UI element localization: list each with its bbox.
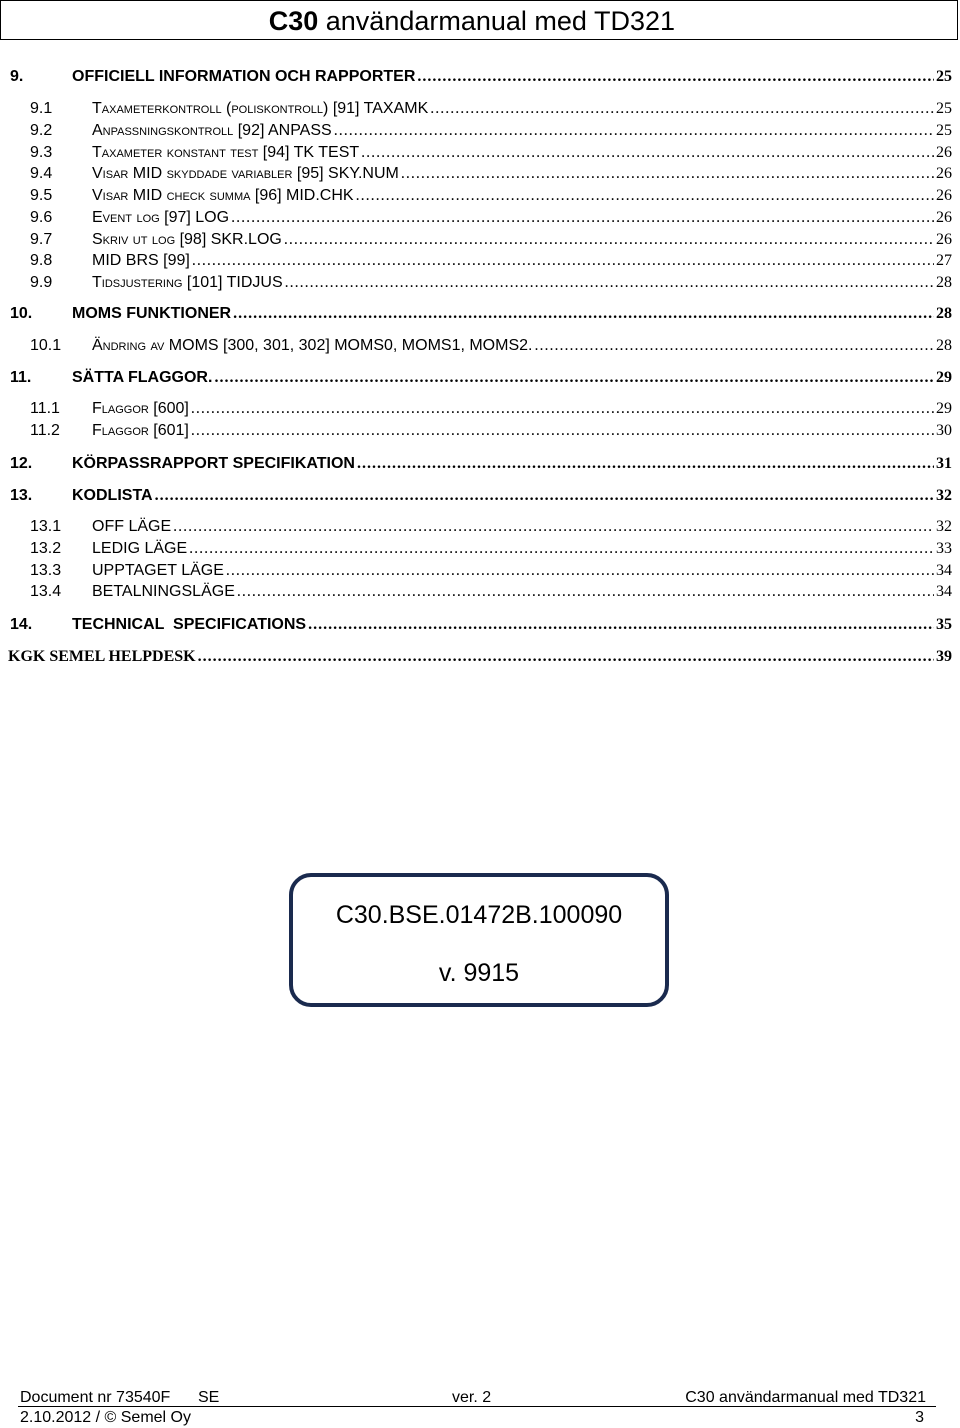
toc-page: 28 bbox=[936, 274, 952, 291]
toc-entry[interactable] bbox=[0, 207, 952, 229]
toc-title: UPPTAGET LÄGE bbox=[92, 562, 224, 579]
toc-page: 29 bbox=[936, 369, 952, 386]
toc-number: 11. bbox=[10, 369, 32, 386]
toc-entry[interactable] bbox=[0, 538, 952, 560]
footer-date-copyright: 2.10.2012 / © Semel Oy bbox=[20, 1409, 191, 1426]
toc-title: MID BRS [99] bbox=[92, 252, 190, 269]
page-header bbox=[0, 0, 958, 40]
toc-entry[interactable] bbox=[0, 66, 952, 88]
footer-page-number: 3 bbox=[915, 1409, 924, 1426]
footer-version: ver. 2 bbox=[452, 1389, 492, 1406]
toc-title: Ändring av MOMS [300, 301, 302] MOMS0, MOMS1, MOMS2. bbox=[92, 337, 533, 354]
toc-page: 25 bbox=[936, 122, 952, 139]
toc-entry[interactable] bbox=[0, 120, 952, 142]
toc-title: KÖRPASSRAPPORT SPECIFIKATION bbox=[72, 455, 355, 472]
toc-number: 9.3 bbox=[30, 144, 53, 161]
document-code-box bbox=[289, 873, 669, 1007]
toc-title: Tidsjustering [101] TIDJUS bbox=[92, 274, 283, 291]
header-title-bold: C30 bbox=[268, 6, 319, 36]
toc-entry[interactable] bbox=[0, 516, 952, 538]
toc-number: 13.3 bbox=[30, 562, 62, 579]
toc-entry[interactable] bbox=[0, 453, 952, 475]
toc-number: 11.2 bbox=[30, 422, 60, 439]
toc-page: 29 bbox=[936, 400, 952, 417]
toc-page: 33 bbox=[936, 540, 952, 557]
toc-page: 25 bbox=[936, 68, 952, 85]
toc-entry[interactable] bbox=[0, 229, 952, 251]
toc-number: 9.5 bbox=[30, 187, 53, 204]
toc-page: 28 bbox=[936, 305, 952, 322]
toc-number: 14. bbox=[10, 616, 33, 633]
document-version: v. 9915 bbox=[438, 959, 520, 987]
toc-page: 30 bbox=[936, 422, 952, 439]
toc-entry[interactable] bbox=[0, 581, 952, 603]
toc-page: 26 bbox=[936, 165, 952, 182]
toc-number: 9.1 bbox=[30, 100, 53, 117]
toc-entry[interactable] bbox=[0, 560, 952, 582]
toc-title: SÄTTA FLAGGOR. bbox=[72, 369, 213, 386]
toc-entry[interactable] bbox=[0, 272, 952, 294]
toc-number: 13. bbox=[10, 487, 33, 504]
toc-entry[interactable] bbox=[0, 335, 952, 357]
footer-doc-number: Document nr 73540F bbox=[20, 1389, 171, 1406]
document-code: C30.BSE.01472B.100090 bbox=[335, 901, 623, 929]
toc-page: 26 bbox=[936, 209, 952, 226]
toc-page: 31 bbox=[936, 455, 952, 472]
toc-title: TECHNICAL SPECIFICATIONS bbox=[72, 616, 307, 633]
toc-number: 9.9 bbox=[30, 274, 53, 291]
header-title bbox=[269, 6, 675, 36]
toc-number: 9.4 bbox=[30, 165, 53, 182]
toc-entry[interactable] bbox=[0, 646, 952, 668]
footer-language: SE bbox=[198, 1389, 220, 1406]
toc-page: 39 bbox=[936, 648, 952, 665]
toc-entry[interactable] bbox=[0, 303, 952, 325]
toc-entry[interactable] bbox=[0, 485, 952, 507]
toc-number: 10. bbox=[10, 305, 33, 322]
toc-title: KODLISTA bbox=[72, 487, 153, 504]
toc-entry[interactable] bbox=[0, 98, 952, 120]
toc-title: Visar MID skyddade variabler [95] SKY.NUM bbox=[92, 165, 399, 182]
toc-title: Skriv ut log [98] SKR.LOG bbox=[92, 231, 282, 248]
toc-number: 9.2 bbox=[30, 122, 53, 139]
footer-divider bbox=[18, 1406, 936, 1407]
toc-entry[interactable] bbox=[0, 367, 952, 389]
toc-title: OFF LÄGE bbox=[92, 518, 172, 535]
toc-entry[interactable] bbox=[0, 398, 952, 420]
toc-page: 26 bbox=[936, 144, 952, 161]
toc-number: 11.1 bbox=[30, 400, 60, 417]
toc-title: BETALNINGSLÄGE bbox=[92, 583, 235, 600]
toc-title: KGK SEMEL HELPDESK bbox=[8, 648, 196, 665]
toc-title: Visar MID check summa [96] MID.CHK bbox=[92, 187, 354, 204]
toc-entry[interactable] bbox=[0, 163, 952, 185]
toc-page: 28 bbox=[936, 337, 952, 354]
toc-page: 34 bbox=[936, 562, 952, 579]
toc-number: 10.1 bbox=[30, 337, 62, 354]
toc-number: 9.8 bbox=[30, 252, 53, 269]
toc-title: Anpassningskontroll [92] ANPASS bbox=[92, 122, 332, 139]
toc-page: 27 bbox=[936, 252, 952, 269]
toc-page: 32 bbox=[936, 518, 952, 535]
toc-entry[interactable] bbox=[0, 420, 952, 442]
toc-page: 35 bbox=[936, 616, 952, 633]
toc-number: 9.7 bbox=[30, 231, 53, 248]
footer-manual-title: C30 användarmanual med TD321 bbox=[685, 1389, 926, 1406]
toc-title: MOMS FUNKTIONER bbox=[72, 305, 232, 322]
toc-number: 9.6 bbox=[30, 209, 53, 226]
toc-title: Taxameter konstant test [94] TK TEST bbox=[92, 144, 360, 161]
toc-entry[interactable] bbox=[0, 142, 952, 164]
toc-title: Flaggor [601] bbox=[92, 422, 189, 439]
toc-entry[interactable] bbox=[0, 250, 952, 272]
toc-title: LEDIG LÄGE bbox=[92, 540, 188, 557]
toc-number: 12. bbox=[10, 455, 33, 472]
toc-entry[interactable] bbox=[0, 614, 952, 636]
toc-page: 26 bbox=[936, 187, 952, 204]
toc-page: 32 bbox=[936, 487, 952, 504]
toc-page: 25 bbox=[936, 100, 952, 117]
toc-number: 13.2 bbox=[30, 540, 62, 557]
header-title-rest: användarmanual med TD321 bbox=[318, 6, 675, 36]
toc-title: Event log [97] LOG bbox=[92, 209, 230, 226]
toc-number: 13.1 bbox=[30, 518, 62, 535]
toc-title: OFFICIELL INFORMATION OCH RAPPORTER bbox=[72, 68, 416, 85]
toc-number: 9. bbox=[10, 68, 24, 85]
toc-number: 13.4 bbox=[30, 583, 62, 600]
toc-title: Flaggor [600] bbox=[92, 400, 189, 417]
toc-page: 34 bbox=[936, 583, 952, 600]
toc-page: 26 bbox=[936, 231, 952, 248]
toc-entry[interactable] bbox=[0, 185, 952, 207]
toc-title: Taxameterkontroll (poliskontroll) [91] TAXAMK bbox=[92, 100, 429, 117]
